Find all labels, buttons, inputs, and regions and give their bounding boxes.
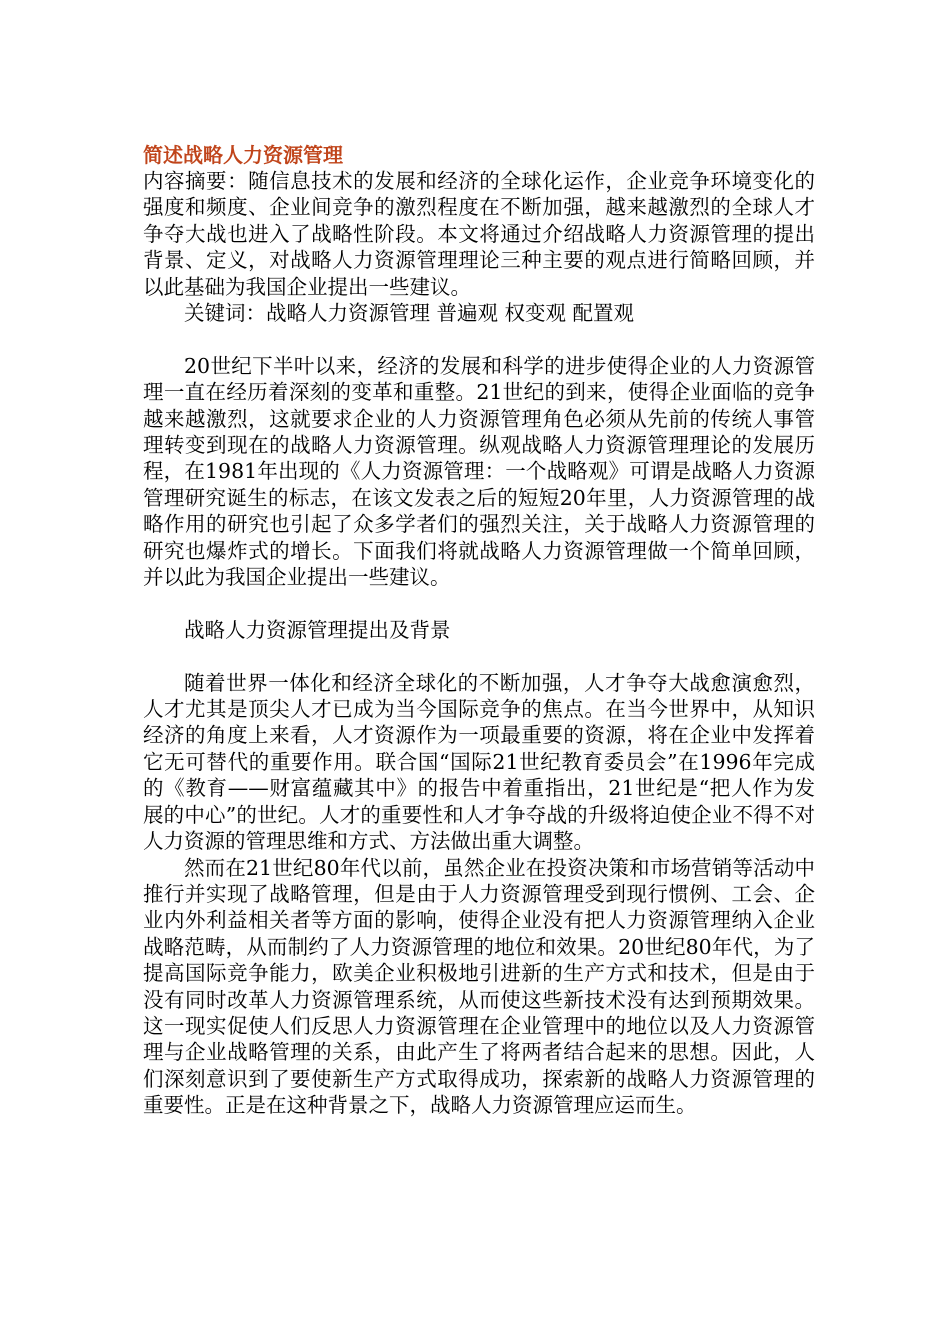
spacer: [143, 326, 815, 352]
abstract-paragraph: 内容摘要：随信息技术的发展和经济的全球化运作，企业竞争环境变化的强度和频度、企业间竞争的激烈程度在不断加强，越来越激烈的全球人才争夺大战也进入了战略性阶段。本文将通过介绍战略人力资源管理的提出背景、定义，对战略人力资源管理理论三种主要的观点进行简略回顾，并以此基础为我国企业提出一些建议。: [143, 169, 815, 299]
spacer: [143, 643, 815, 669]
section-heading: 战略人力资源管理提出及背景: [184, 617, 451, 642]
body-paragraph-1: 随着世界一体化和经济全球化的不断加强，人才争夺大战愈演愈烈，人才尤其是顶尖人才已成为当今国际竞争的焦点。在当今世界中，从知识经济的角度上来看，人才资源作为一项最重要的资源，将在企业中发挥着它无可替代的重要作用。联合国“国际21世纪教育委员会”在1996年完成的《教育——财富蕴藏其中》的报告中着重指出，21世纪是“把人作为发展的中心”的世纪。人才的重要性和人才争夺战的升级将迫使企业不得不对人力资源的管理思维和方式、方法做出重大调整。: [143, 670, 815, 854]
intro-paragraph: 20世纪下半叶以来，经济的发展和科学的进步使得企业的人力资源管理一直在经历着深刻的变革和重整。21世纪的到来，使得企业面临的竞争越来越激烈，这就要求企业的人力资源管理角色必须从先前的传统人事管理转变到现在的战略人力资源管理。纵观战略人力资源管理理论的发展历程，在1981年出现的《人力资源管理：一个战略观》可谓是战略人力资源管理研究诞生的标志，在该文发表之后的短短20年里，人力资源管理的战略作用的研究也引起了众多学者们的强烈关注，关于战略人力资源管理的研究也爆炸式的增长。下面我们将就战略人力资源管理做一个简单回顾，并以此为我国企业提出一些建议。: [143, 353, 815, 590]
body-paragraph-2: 然而在21世纪80年代以前，虽然企业在投资决策和市场营销等活动中推行并实现了战略管理，但是由于人力资源管理受到现行惯例、工会、企业内外利益相关者等方面的影响，使得企业没有把人力资源管理纳入企业战略范畴，从而制约了人力资源管理的地位和效果。20世纪80年代，为了提高国际竞争能力，欧美企业积极地引进新的生产方式和技术，但是由于没有同时改革人力资源管理系统，从而使这些新技术没有达到预期效果。这一现实促使人们反思人力资源管理在企业管理中的地位以及人力资源管理与企业战略管理的关系，由此产生了将两者结合起来的思想。因此，人们深刻意识到了要使新生产方式取得成功，探索新的战略人力资源管理的重要性。正是在这种背景之下，战略人力资源管理应运而生。: [143, 855, 815, 1118]
document-page: [143, 142, 815, 1119]
spacer: [143, 590, 815, 616]
keywords-line: 关键词：战略人力资源管理 普遍观 权变观 配置观: [184, 301, 635, 326]
document-title: 简述战略人力资源管理: [143, 143, 343, 167]
